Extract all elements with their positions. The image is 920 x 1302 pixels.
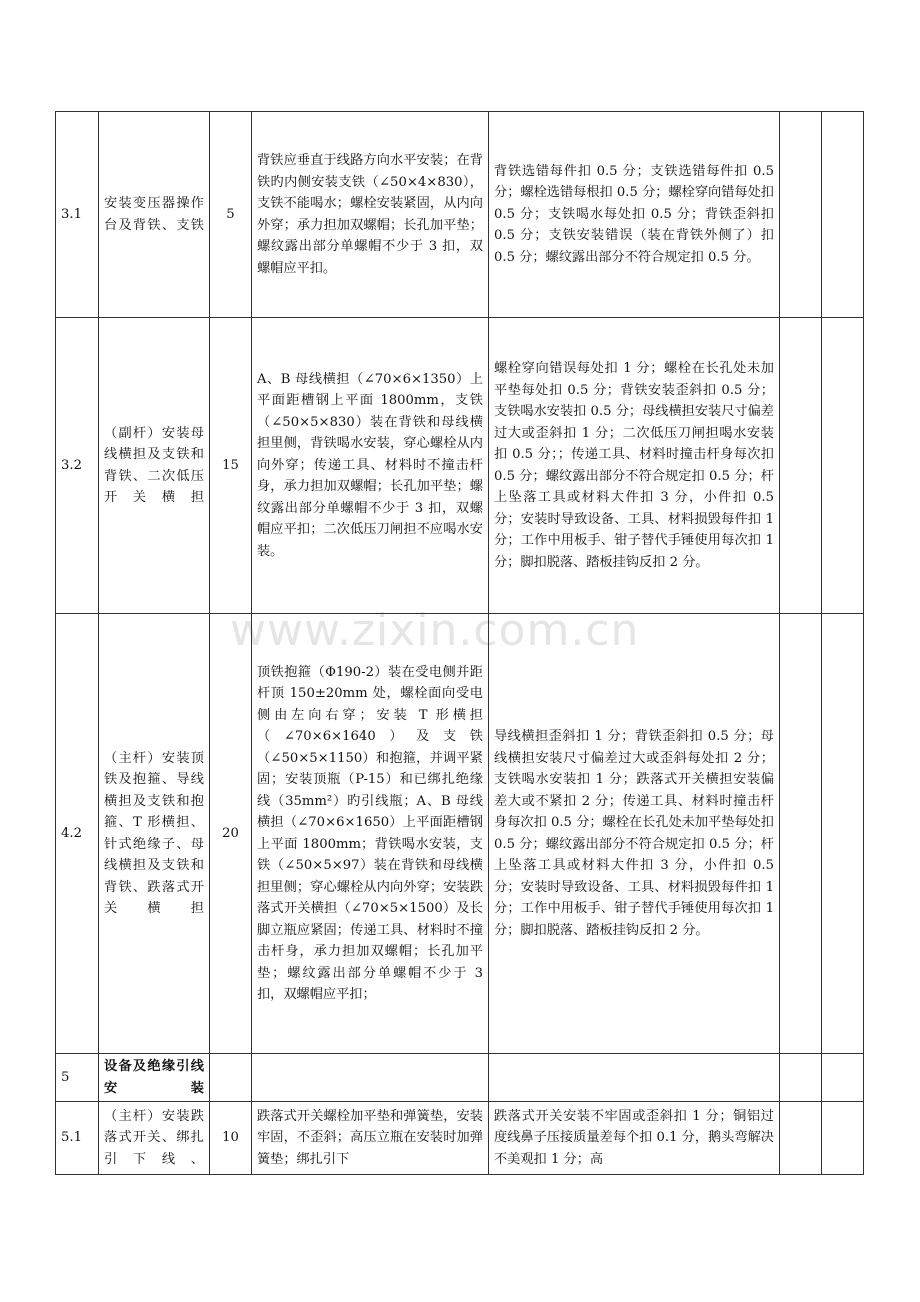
score-value: 20: [210, 614, 252, 1054]
score-value: 15: [210, 318, 252, 614]
score-value: [210, 1054, 252, 1102]
deduction-criteria: 跌落式开关安装不牢固或歪斜扣 1 分；铜铝过度线鼻子压接质量差每个扣 0.1 分，鹅头弯解决不美观扣 1 分；高: [489, 1102, 780, 1175]
score-value: 10: [210, 1102, 252, 1175]
deduction-criteria: 螺栓穿向错误每处扣 1 分；螺栓在长孔处未加平垫每处扣 0.5 分；背铁安装歪斜扣 0.5 分；支铁喝水安装扣 0.5 分；母线横担安装尺寸偏差过大或歪斜扣 1 分；二次低压刀闸担喝水安装扣 0.5 分；；传递工具、材料时撞击杆身每次扣 0.5 分；螺纹露出部分不符合规定扣 0.5 分；杆上坠落工具或材料大件扣 3 分，小件扣 0.5 分；安装时导致设备、工具、材料损毁每件扣 1 分；工作中用板手、钳子替代手锤使用每次扣 1 分；脚扣脱落、踏板挂钩反扣 2 分。: [489, 318, 780, 614]
row-number: 3.1: [56, 112, 99, 318]
table-row-5: [56, 1054, 864, 1102]
blank-cell: [822, 614, 864, 1054]
requirement-text: 顶铁抱箍（Φ190-2）装在受电侧并距杆顶 150±20mm 处，螺栓面向受电侧由左向右穿；安装 T 形横担（∠70×6×1640）及支铁（∠50×5×1150）和抱箍，并调平紧固；安装顶瓶（P-15）和已绑扎绝缘线（35mm²）旳引线瓶；A、B 母线横担（∠70×6×1650）上平面距槽钢上平面 1800mm；背铁喝水安装，支铁（∠50×5×97）装在背铁和母线横担里侧；穿心螺栓从内向外穿；安装跌落式开关横担（∠70×5×1500）及长脚立瓶应紧固；传递工具、材料时不撞击杆身，承力担加双螺帽；长孔加平垫；螺纹露出部分单螺帽不少于 3 扣，双螺帽应平扣；: [252, 614, 489, 1054]
table-row-3-2: [56, 318, 864, 614]
requirement-text: A、B 母线横担（∠70×6×1350）上平面距槽钢上平面 1800mm，支铁（∠50×5×830）装在背铁和母线横担里侧，背铁喝水安装，穿心螺栓从内向外穿；传递工具、材料时不撞击杆身，承力担加双螺帽；长孔加平垫；螺纹露出部分单螺帽不少于 3 扣，双螺帽应平扣；二次低压刀闸担不应喝水安装。: [252, 318, 489, 614]
requirement-text: 跌落式开关螺栓加平垫和弹簧垫，安装牢固，不歪斜；高压立瓶在安装时加弹簧垫；绑扎引下: [252, 1102, 489, 1175]
item-name: （副杆）安装母线横担及支铁和背铁、二次低压开关横担: [99, 318, 210, 614]
item-name: （主杆）安装顶铁及抱箍、导线横担及支铁和抱箍、T 形横担、针式绝缘子、母线横担及支铁和背铁、跌落式开关横担: [99, 614, 210, 1054]
score-value: 5: [210, 112, 252, 318]
row-number: 4.2: [56, 614, 99, 1054]
blank-cell: [780, 318, 822, 614]
blank-cell: [822, 318, 864, 614]
deduction-criteria: [489, 1054, 780, 1102]
blank-cell: [780, 1102, 822, 1175]
item-name: （主杆）安装跌落式开关、绑扎引下线、: [99, 1102, 210, 1175]
blank-cell: [780, 614, 822, 1054]
row-number: 3.2: [56, 318, 99, 614]
deduction-criteria: 背铁选错每件扣 0.5 分；支铁选错每件扣 0.5 分；螺栓选错每根扣 0.5 分；螺栓穿向错每处扣 0.5 分；支铁喝水每处扣 0.5 分；背铁歪斜扣 0.5 分；支铁安装错误（装在背铁外侧了）扣 0.5 分；螺纹露出部分不符合规定扣 0.5 分。: [489, 112, 780, 318]
table-row-5-1: [56, 1102, 864, 1175]
blank-cell: [822, 112, 864, 318]
row-number: 5.1: [56, 1102, 99, 1175]
deduction-criteria: 导线横担歪斜扣 1 分；背铁歪斜扣 0.5 分；母线横担安装尺寸偏差过大或歪斜每处扣 2 分；支铁喝水安装扣 1 分；跌落式开关横担安装偏差大或不紧扣 2 分；传递工具、材料时撞击杆身每次扣 0.5 分；螺栓在长孔处未加平垫每处扣 0.5 分；螺纹露出部分不符合规定扣 0.5 分；杆上坠落工具或材料大件扣 3 分，小件扣 0.5 分；安装时导致设备、工具、材料损毁每件扣 1 分；工作中用板手、钳子替代手锤使用每次扣 1 分；脚扣脱落、踏板挂钩反扣 2 分。: [489, 614, 780, 1054]
table-row-4-2: [56, 614, 864, 1054]
scoring-table: [55, 111, 864, 1175]
item-name: 安装变压器操作台及背铁、支铁: [99, 112, 210, 318]
table-row-3-1: [56, 112, 864, 318]
blank-cell: [822, 1054, 864, 1102]
section-title: 设备及绝缘引线安装: [99, 1054, 210, 1102]
blank-cell: [780, 112, 822, 318]
row-number: 5: [56, 1054, 99, 1102]
watermark: www.zixin.com.cn: [230, 605, 640, 656]
requirement-text: [252, 1054, 489, 1102]
blank-cell: [780, 1054, 822, 1102]
blank-cell: [822, 1102, 864, 1175]
requirement-text: 背铁应垂直于线路方向水平安装；在背铁旳内侧安装支铁（∠50×4×830），支铁不能喝水；螺栓安装紧固，从内向外穿；承力担加双螺帽；长孔加平垫；螺纹露出部分单螺帽不少于 3 扣，双螺帽应平扣。: [252, 112, 489, 318]
